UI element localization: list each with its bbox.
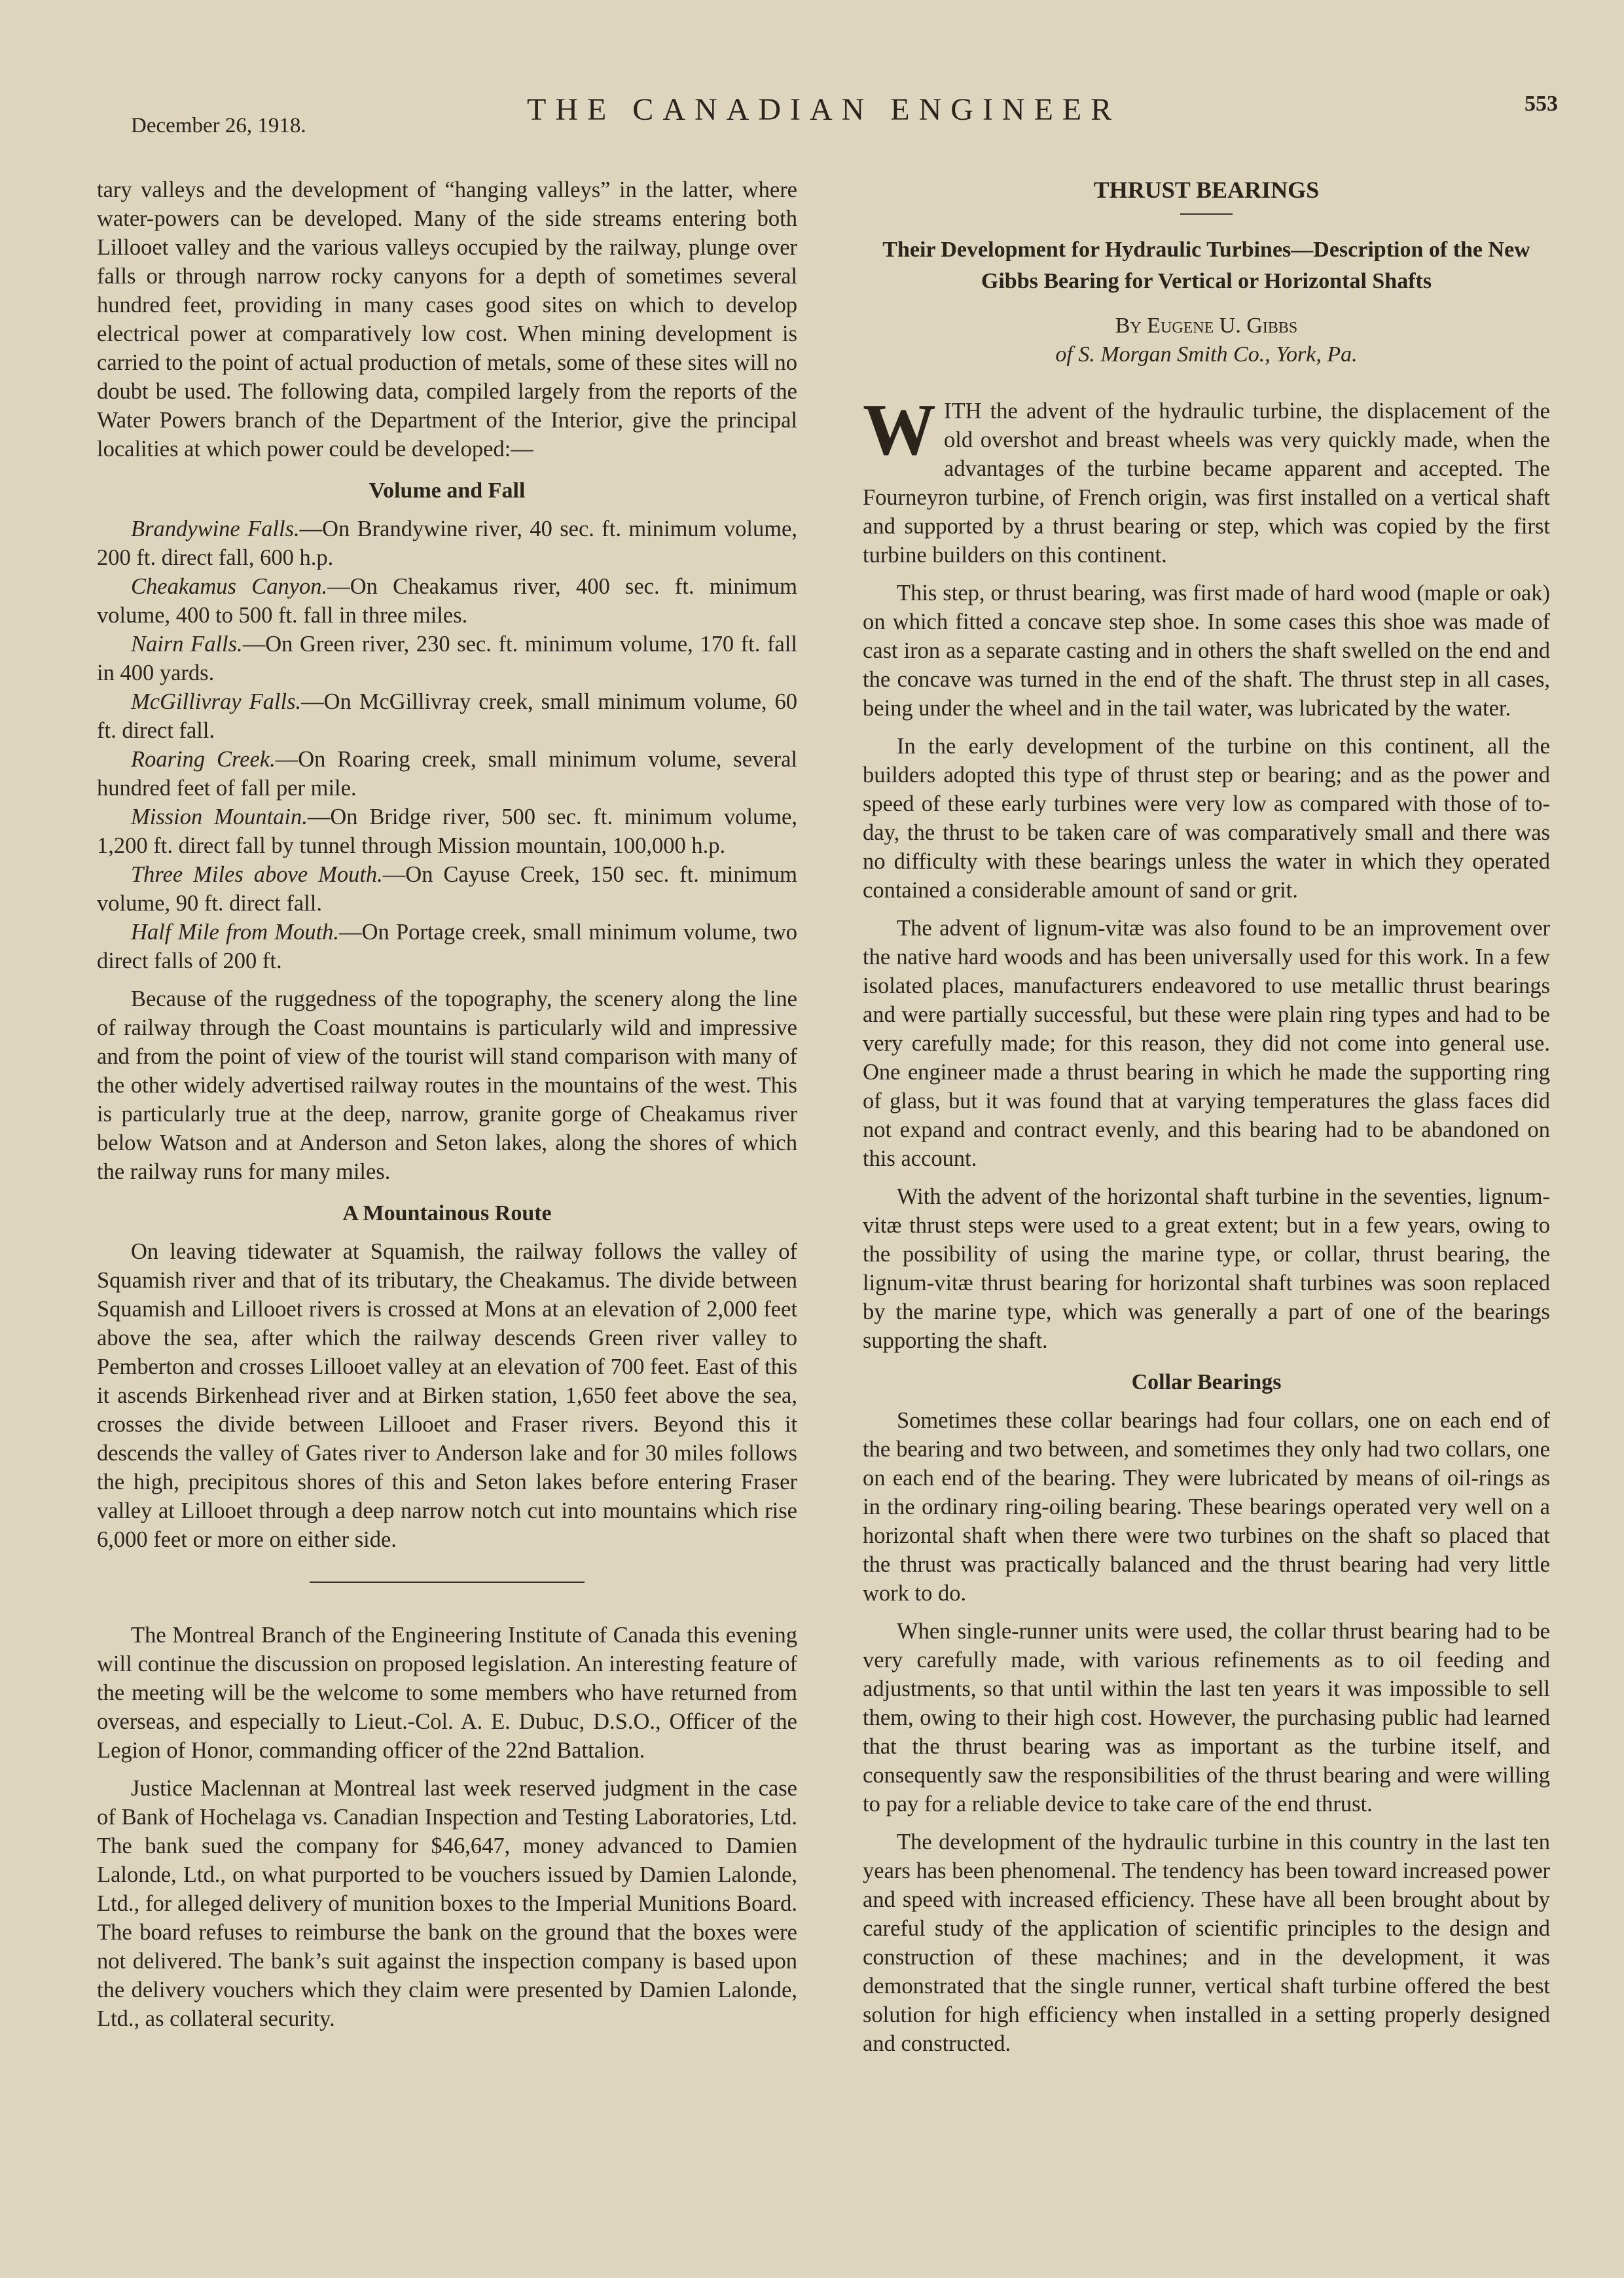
site-name: Cheakamus Canyon. bbox=[131, 574, 328, 599]
site-entry bbox=[97, 918, 797, 975]
running-head bbox=[131, 92, 1558, 144]
court-case-paragraph: Justice Maclennan at Montreal last week reserved judgment in the case of Bank of Hochelaga vs. Canadian Inspection and Testing Laboratories, Ltd. The bank sued the company for $46,647, money advanced to Damien Lalonde, Ltd., on what purported to be vouchers issued by Damien Lalonde, Ltd., for alleged delivery of munition boxes to the Imperial Munitions Board. The board refuses to reimburse the bank on the ground that the boxes were not delivered. The bank’s suit against the inspection company is based upon the delivery vouchers which they claim were presented by Damien Lalonde, Ltd., as collateral security. bbox=[97, 1776, 797, 2031]
site-entry bbox=[97, 630, 797, 687]
author-affiliation: of S. Morgan Smith Co., York, Pa. bbox=[1055, 342, 1358, 367]
site-entry bbox=[97, 745, 797, 803]
site-entry bbox=[97, 572, 797, 630]
site-entry bbox=[97, 515, 797, 572]
intro-paragraph: tary valleys and the development of “hanging valleys” in the latter, where water-powers can be developed. Many of the side streams entering both Lillooet valley and the various valleys occupied by the railway, plunge over falls or through narrow rocky canyons for a depth of sometimes several hundred feet, providing in many cases good sites on which to develop electrical power at comparatively low cost. When mining development is carried to the point of actual production of metals, some of these sites will no doubt be used. The following data, compiled largely from the reports of the Water Powers branch of the Department of the Interior, give the principal localities at which power could be developed:— bbox=[97, 177, 797, 461]
site-text: —On Cheakamus river, 400 sec. ft. minimum volume, 400 to 500 ft. fall in three miles. bbox=[97, 574, 797, 628]
body-paragraph: With the advent of the horizontal shaft turbine in the seventies, lignum-vitæ thrust steps were used to a great extent; but in a few years, owing to the possibility of using the marine type, or collar, thrust bearing, the lignum-vitæ thrust bearing for horizontal shaft turbines was soon replaced by the marine type, which was generally a part of one of the bearings supporting the shaft. bbox=[863, 1184, 1550, 1353]
site-text: —On Roaring creek, small minimum volume, several hundred feet of fall per mile. bbox=[97, 747, 797, 801]
body-paragraph: In the early development of the turbine on this continent, all the builders adopted this type of thrust step or bearing; and as the power and speed of these early turbines were very low as compared with those of to-day, the thrust to be taken care of was comparatively small and there was no difficulty with these bearings unless the water in which they operated contained a considerable amount of sand or grit. bbox=[863, 734, 1550, 903]
site-name: Nairn Falls. bbox=[131, 632, 243, 657]
mountainous-route-heading: A Mountainous Route bbox=[342, 1201, 552, 1225]
site-text: —On Brandywine river, 40 sec. ft. minimum volume, 200 ft. direct fall, 600 h.p. bbox=[97, 516, 797, 570]
scenery-paragraph: Because of the ruggedness of the topography, the scenery along the line of railway through the Coast mountains is particularly wild and impressive and from the point of view of the tourist will stand comparison with many of the other widely advertised railway routes in the mountains of the west. This is particularly true at the deep, narrow, granite gorge of Cheakamus river below Watson and at Anderson and Seton lakes, along the shores of which the railway runs for many miles. bbox=[97, 986, 797, 1184]
article-title: THRUST BEARINGS bbox=[1093, 177, 1320, 203]
drop-cap: W bbox=[863, 389, 936, 471]
article-subtitle: Their Development for Hydraulic Turbines—Description of the New Gibbs Bearing for Vertical or Horizontal Shafts bbox=[882, 238, 1530, 293]
title-dash bbox=[1180, 213, 1233, 215]
site-text: —On Portage creek, small minimum volume, two direct falls of 200 ft. bbox=[97, 920, 797, 973]
opening-text: ITH the advent of the hydraulic turbine, the displacement of the old overshot and breast wheels was very quickly made, when the advantages of the turbine became apparent and accepted. The Fourneyron turbine, of French origin, was first installed on a vertical shaft and supported by a thrust bearing or step, which was copied by the first turbine builders on this continent. bbox=[863, 399, 1550, 568]
collar-bearings-heading: Collar Bearings bbox=[1131, 1370, 1282, 1394]
section-divider bbox=[310, 1582, 585, 1583]
site-text: —On McGillivray creek, small minimum volume, 60 ft. direct fall. bbox=[97, 689, 798, 743]
body-paragraph: When single-runner units were used, the collar thrust bearing had to be very carefully made, with various refinements as to oil feeding and adjustments, so that until within the last ten years it was impossible to sell them, owing to their high cost. However, the purchasing public had learned that the thrust bearing was as important as the turbine itself, and consequently saw the responsibilities of the thrust bearing and were willing to pay for a reliable device to take care of the end thrust. bbox=[863, 1619, 1550, 1817]
body-paragraph: The development of the hydraulic turbine in this country in the last ten years has been phenomenal. The tendency has been toward increased power and speed with increased efficiency. These have all been brought about by careful study of the application of scientific principles to the design and construction of these machines; and in the development, it was demonstrated that the single runner, vertical shaft turbine offered the best solution for high efficiency when installed in a setting properly designed and constructed. bbox=[863, 1830, 1550, 2056]
author-name: Eugene U. Gibbs bbox=[1147, 314, 1298, 338]
volume-and-fall-heading: Volume and Fall bbox=[369, 479, 526, 503]
site-text: —On Green river, 230 sec. ft. minimum volume, 170 ft. fall in 400 yards. bbox=[97, 632, 797, 685]
site-entry bbox=[97, 860, 797, 918]
right-column bbox=[863, 175, 1550, 2058]
site-name: Three Miles above Mouth. bbox=[131, 862, 383, 887]
body-paragraph: This step, or thrust bearing, was first made of hard wood (maple or oak) on which fitted a concave step shoe. In some cases this shoe was made of cast iron as a separate casting and in others the shaft swelled on the end and the concave was turned in the end of the shaft. The thrust step in all cases, being under the wheel and in the tail water, was lubricated by the water. bbox=[863, 581, 1550, 721]
body-paragraph: Sometimes these collar bearings had four collars, one on each end of the bearing and two between, and sometimes they only had two collars, one on each end of the bearing. They were lubricated by means of oil-rings as in the ordinary ring-oiling bearing. These bearings operated very well on a horizontal shaft when there were two turbines on the shaft so placed that the thrust was practically balanced and the thrust bearing had very little work to do. bbox=[863, 1408, 1550, 1606]
body-paragraph: The advent of lignum-vitæ was also found to be an improvement over the native hard woods and has been universally used for this work. In a few isolated places, manufacturers endeavored to use metallic thrust bearings and were partially successful, but these were plain ring types and had to be very carefully made; for this reason, they did not come into general use. One engineer made a thrust bearing in which he made the supporting ring of glass, but it was found that at varying temperatures the glass faces did not expand and contract evenly, and this bearing had to be abandoned on this account. bbox=[863, 916, 1550, 1171]
issue-date: December 26, 1918. bbox=[131, 114, 306, 137]
journal-title: THE CANADIAN ENGINEER bbox=[527, 92, 1121, 127]
opening-paragraph bbox=[863, 389, 1550, 570]
page-number: 553 bbox=[1525, 92, 1558, 116]
site-entry bbox=[97, 687, 797, 745]
byline-prefix: By bbox=[1115, 314, 1142, 338]
site-name: Brandywine Falls. bbox=[131, 516, 300, 541]
site-name: Half Mile from Mouth. bbox=[131, 920, 340, 945]
montreal-branch-paragraph: The Montreal Branch of the Engineering Institute of Canada this evening will continue the discussion on proposed legislation. An interesting feature of the meeting will be the welcome to some members who have returned from overseas, and especially to Lieut.-Col. A. E. Dubuc, D.S.O., Officer of the Legion of Honor, commanding officer of the 22nd Battalion. bbox=[97, 1623, 797, 1763]
route-paragraph: On leaving tidewater at Squamish, the railway follows the valley of Squamish river and that of its tributary, the Cheakamus. The divide between Squamish and Lillooet rivers is crossed at Mons at an elevation of 2,000 feet above the sea, after which the railway descends Green river valley to Pemberton and crosses Lillooet valley at an elevation of 700 feet. East of this it ascends Birkenhead river and at Birken station, 1,650 feet above the sea, crosses the divide between Lillooet and Fraser rivers. Beyond this it descends the valley of Gates river to Anderson lake and for 30 miles follows the high, precipitous shores of this and Seton lakes before entering Fraser valley at Lillooet through a deep narrow notch cut into mountains which rise 6,000 feet or more on either side. bbox=[97, 1239, 797, 1552]
site-text: —On Cayuse Creek, 150 sec. ft. minimum volume, 90 ft. direct fall. bbox=[97, 862, 797, 916]
site-name: Mission Mountain. bbox=[131, 805, 308, 829]
site-entry bbox=[97, 803, 797, 860]
site-name: Roaring Creek. bbox=[131, 747, 276, 772]
left-column bbox=[97, 175, 797, 2033]
byline bbox=[863, 312, 1550, 369]
site-text: —On Bridge river, 500 sec. ft. minimum volume, 1,200 ft. direct fall by tunnel through Mission mountain, 100,000 h.p. bbox=[97, 805, 797, 858]
site-name: McGillivray Falls. bbox=[131, 689, 302, 714]
